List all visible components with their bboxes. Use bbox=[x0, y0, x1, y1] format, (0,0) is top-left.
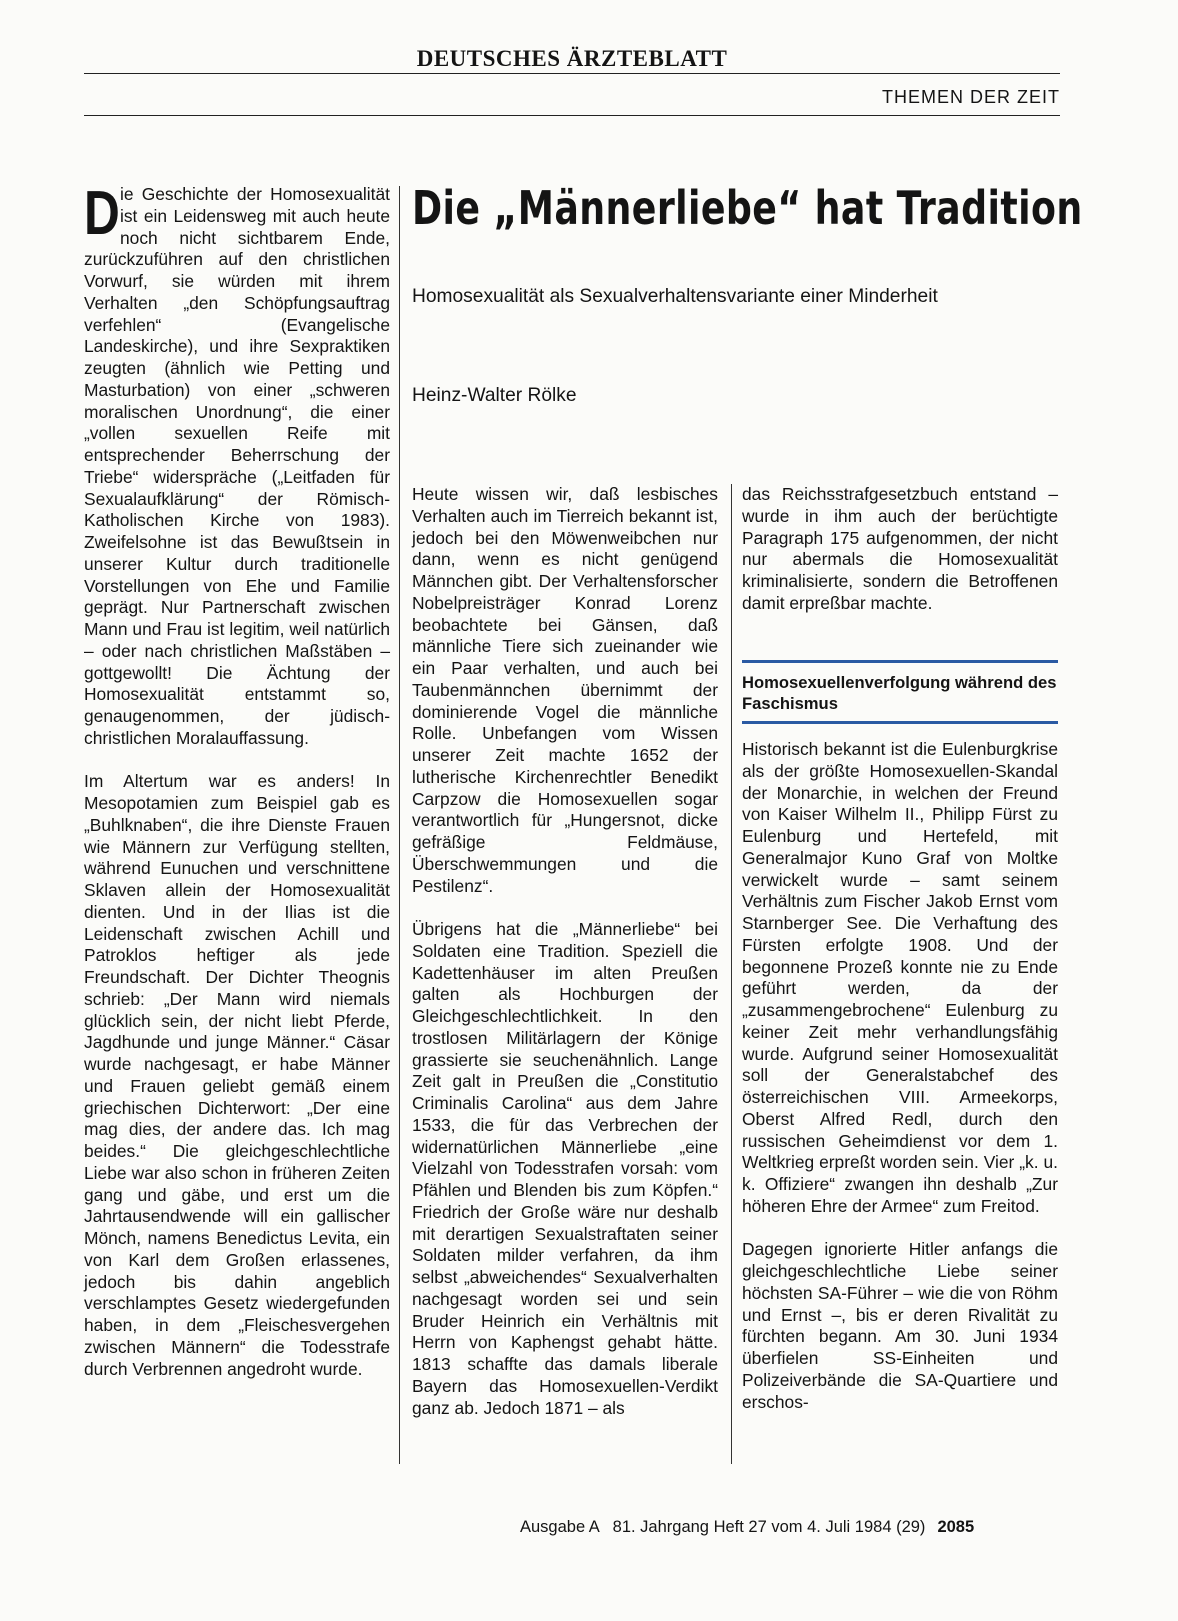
column-divider-2 bbox=[731, 484, 732, 1464]
article-author: Heinz-Walter Rölke bbox=[412, 385, 577, 406]
col3-paragraph-3: Dagegen ignorierte Hitler anfangs die gleichgeschlechtliche Liebe seiner höchsten SA-Führer – wie die von Röhm und Ernst –, bis er deren Rivalität zu fürchten begann. Am 30. Juni 1934 überfielen SS-Einheiten und Polizeiverbände die SA-Quartiere und erschos- bbox=[742, 1239, 1058, 1412]
article-headline: Die „Männerliebe“ hat Tradition bbox=[412, 181, 1083, 235]
article-subheadline: Homosexualität als Sexualverhaltensvariante einer Minderheit bbox=[412, 286, 938, 307]
column-2 bbox=[412, 484, 718, 1419]
box-heading-bar-bottom bbox=[742, 721, 1058, 724]
issue-info: Ausgabe A 81. Jahrgang Heft 27 vom 4. Juli 1984 (29) bbox=[520, 1518, 926, 1536]
column-1 bbox=[84, 179, 390, 1380]
col1-paragraph-1: Die Geschichte der Homosexualität ist ein Leidensweg mit auch heute noch nicht sichtbarem Ende, zurückzuführen auf den christlichen Vorwurf, sie würden mit ihrem Verhalten „den Schöpfungsauftrag verfehlen“ (Evangelische Landeskirche), und ihre Sexpraktiken zeugten (ähnlich wie Petting und Masturbation) von einer „schweren moralischen Unordnung“, die einer „vollen sexuellen Reife mit entsprechender Beherrschung der Triebe“ widerspräche („Leitfaden für Sexualaufklärung“ der Römisch-Katholischen Kirche von 1983). Zweifelsohne ist das Bewußtsein in unserer Kultur durch traditionelle Vorstellungen von Ehe und Familie geprägt. Nur Partnerschaft zwischen Mann und Frau ist legitim, weil natürlich – oder nach christlichen Maßstäben – gottgewollt! Die Ächtung der Homosexualität entstammt so, genaugenommen, der jüdisch-christlichen Moralauffassung. bbox=[84, 179, 390, 748]
masthead-rule-bottom bbox=[84, 115, 1060, 116]
drop-cap: D bbox=[84, 179, 120, 248]
masthead: DEUTSCHES ÄRZTEBLATT bbox=[416, 46, 728, 71]
col3-paragraph-2: Historisch bekannt ist die Eulenburgkrise als der größte Homosexuellen-Skandal der Monarchie, in welchen der Freund von Kaiser Wilhelm II., Philipp Fürst zu Eulenburg und Hertefeld, mit Generalmajor Kuno Graf von Moltke verwickelt wurde – samt seinem Verhältnis zum Fischer Jakob Ernst vom Starnberger See. Die Verhaftung des Fürsten erfolgte 1908. Und der begonnene Prozeß konnte nie zu Ende geführt werden, da der „zusammengebrochene“ Eulenburg zu keiner Zeit mehr verhandlungsfähig wurde. Aufgrund seiner Homosexualität soll der Generalstabchef des österreichischen VIII. Armeekorps, Oberst Alfred Redl, durch den russischen Geheimdienst vor dem 1. Weltkrieg erpreßt worden sein. Vier „k. u. k. Offiziere“ zwangen ihn deshalb „Zur höheren Ehre der Armee“ zum Freitod. bbox=[742, 739, 1058, 1216]
column-divider-1 bbox=[399, 186, 400, 1464]
masthead-rule-top bbox=[84, 73, 1060, 74]
col1-paragraph-2: Im Altertum war es anders! In Mesopotamien zum Beispiel gab es „Buhlknaben“, die ihre Dienste Frauen wie Männern zur Verfügung stellten, während Eunuchen und verschnittene Sklaven allein der Homosexualität dienten. Und in der Ilias ist die Leidenschaft zwischen Achill und Patroklos heftiger als jede Freundschaft. Der Dichter Theognis schrieb: „Der Mann wird niemals glücklich sein, der nicht liebt Pferde, Jagdhunde und junge Männer.“ Cäsar wurde nachgesagt, er habe Männer und Frauen geliebt gemäß einem griechischen Dichterwort: „Der eine mag dies, der andere das. Ich mag beides.“ Die gleichgeschlechtliche Liebe war also schon in früheren Zeiten gang und gäbe, und erst um die Jahrtausendwende will ein gallischer Mönch, namens Benedictus Levita, ein von Karl dem Großen erlassenes, jedoch bis dahin angeblich verschlamptes Gesetz wiedergefunden haben, in dem „Fleischesvergehen zwischen Männern“ die Todesstrafe durch Verbrennen angedroht wurde. bbox=[84, 771, 390, 1379]
col2-paragraph-2: Übrigens hat die „Männerliebe“ bei Soldaten eine Tradition. Speziell die Kadettenhäuser im alten Preußen galten als Hochburgen der Gleichgeschlechtlichkeit. In den trostlosen Militärlagern der Könige grassierte sie seuchenähnlich. Lange Zeit galt in Preußen die „Constitutio Criminalis Carolina“ aus dem Jahre 1533, die für das Verbrechen der widernatürlichen Männerliebe „eine Vielzahl von Todesstrafen vorsah: vom Pfählen und Blenden bis zum Köpfen.“ Friedrich der Große wäre nur deshalb mit derartigen Sexualstraftaten seiner Soldaten milder verfahren, da ihm selbst „abweichendes“ Sexualverhalten nachgesagt worden sei und sein Bruder Heinrich ein Verhältnis mit Herrn von Kaphengst gehabt hätte. 1813 schaffte das damals liberale Bayern das Homosexuellen-Verdikt ganz ab. Jedoch 1871 – als bbox=[412, 919, 718, 1418]
page-footer bbox=[520, 1518, 974, 1537]
col2-paragraph-1: Heute wissen wir, daß lesbisches Verhalten auch im Tierreich bekannt ist, jedoch bei den Möwenweibchen nur dann, wenn es nicht genügend Männchen gibt. Der Verhaltensforscher Nobelpreisträger Konrad Lorenz beobachtete bei Gänsen, daß männliche Tiere sich zueinander wie ein Paar verhalten, und auch bei Taubenmännchen übernimmt der dominierende Vogel die männliche Rolle. Unbefangen vom Wissen unserer Zeit machte 1652 der lutherische Kirchenrechtler Benedikt Carpzow die Homosexuellen sogar verantwortlich für „Hungersnot, dicke gefräßige Feldmäuse, Überschwemmungen und die Pestilenz“. bbox=[412, 484, 718, 896]
box-heading-bar-top bbox=[742, 660, 1058, 663]
page-number: 2085 bbox=[937, 1518, 975, 1536]
col3-paragraph-1: das Reichsstrafgesetzbuch entstand – wurde in ihm auch der berüchtigte Paragraph 175 aufgenommen, der nicht nur abermals die Homosexualität kriminalisierte, sondern die Betroffenen damit erpreßbar machte. bbox=[742, 484, 1058, 613]
section-label: THEMEN DER ZEIT bbox=[881, 87, 1060, 107]
box-heading: Homosexuellenverfolgung während des Faschismus bbox=[742, 673, 1057, 713]
column-3-bottom bbox=[742, 739, 1058, 1413]
column-3-top bbox=[742, 484, 1058, 615]
